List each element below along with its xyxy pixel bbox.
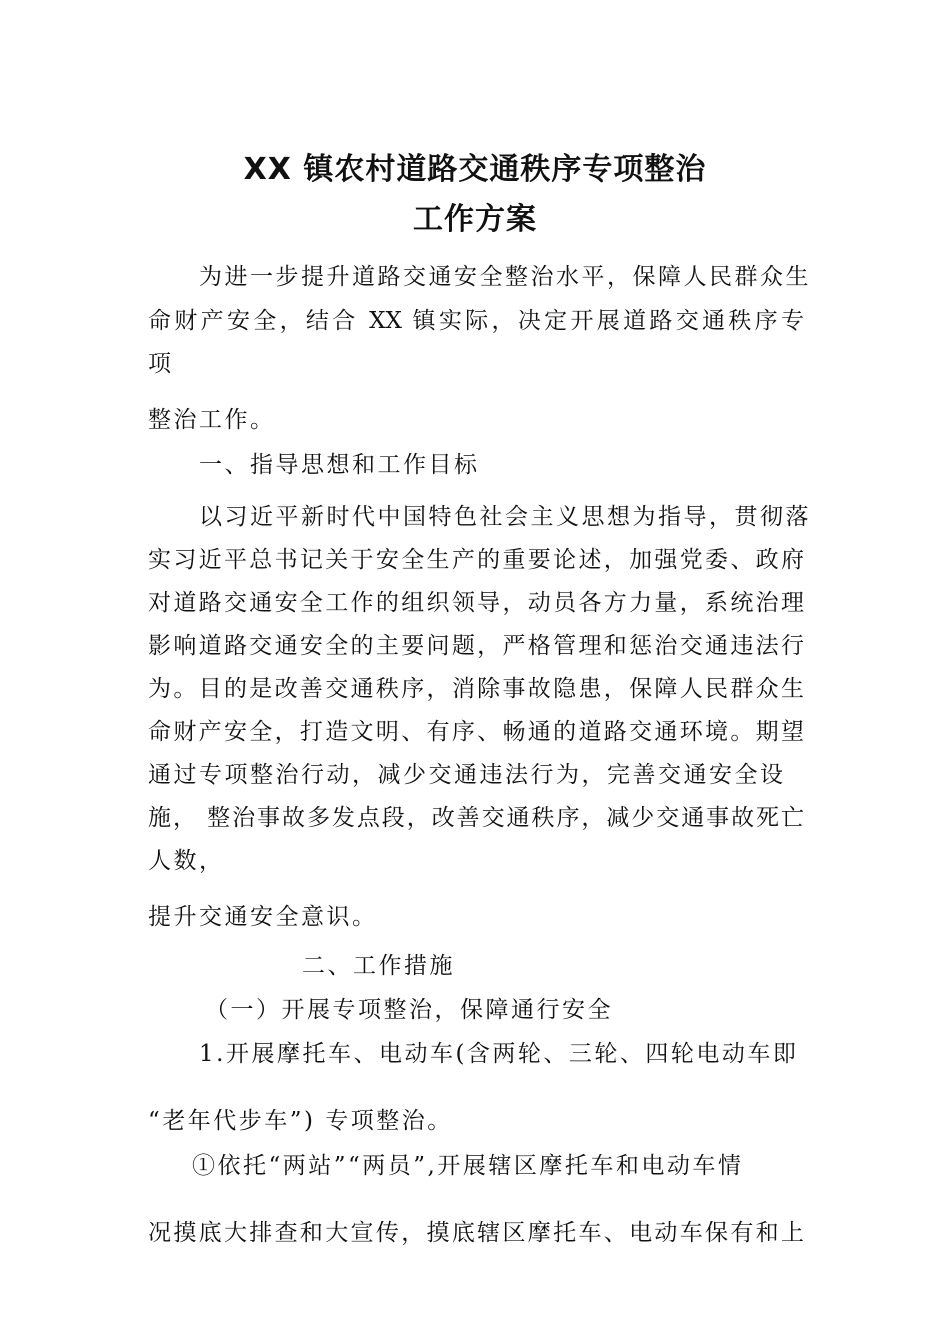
section-heading: 一、指导思想和工作目标 bbox=[199, 452, 480, 478]
body-line: 况摸底大排查和大宣传，摸底辖区摩托车、电动车保有和上 bbox=[148, 1220, 804, 1246]
body-line: 命财产安全，结合 XX 镇实际，决定开展道路交通秩序专 bbox=[148, 308, 804, 334]
document-title-line-2: 工作方案 bbox=[413, 202, 537, 237]
body-line: 为。目的是改善交通秩序，消除事故隐患，保障人民群众生 bbox=[148, 676, 804, 702]
body-line: 影响道路交通安全的主要问题，严格管理和惩治交通违法行 bbox=[148, 633, 804, 659]
body-line: ①依托“两站”“两员”,开展辖区摩托车和电动车情 bbox=[192, 1153, 744, 1179]
body-line: 提升交通安全意识。 bbox=[148, 904, 378, 930]
body-line: 为进一步提升道路交通安全整治水平，保障人民群众生 bbox=[199, 264, 811, 290]
body-line: 整治工作。 bbox=[148, 407, 276, 433]
subsection-heading: （一）开展专项整治，保障通行安全 bbox=[205, 997, 613, 1023]
body-line: 人数， bbox=[148, 848, 225, 874]
document-title-line-1: XX 镇农村道路交通秩序专项整治 bbox=[243, 152, 707, 187]
body-line: 项 bbox=[148, 351, 174, 377]
section-heading: 二、工作措施 bbox=[302, 953, 455, 979]
body-line: 实习近平总书记关于安全生产的重要论述，加强党委、政府 bbox=[148, 547, 804, 573]
body-line: 1.开展摩托车、电动车(含两轮、三轮、四轮电动车即 bbox=[199, 1041, 799, 1067]
body-line: 命财产安全，打造文明、有序、畅通的道路交通环境。期望 bbox=[148, 719, 804, 745]
body-line: 施， 整治事故多发点段，改善交通秩序，减少交通事故死亡 bbox=[148, 805, 804, 831]
body-line: “老年代步车”) 专项整治。 bbox=[148, 1108, 453, 1134]
body-line: 通过专项整治行动，减少交通违法行为，完善交通安全设 bbox=[148, 762, 786, 788]
body-line: 对道路交通安全工作的组织领导，动员各方力量，系统治理 bbox=[148, 590, 804, 616]
body-line: 以习近平新时代中国特色社会主义思想为指导，贯彻落 bbox=[199, 504, 811, 530]
